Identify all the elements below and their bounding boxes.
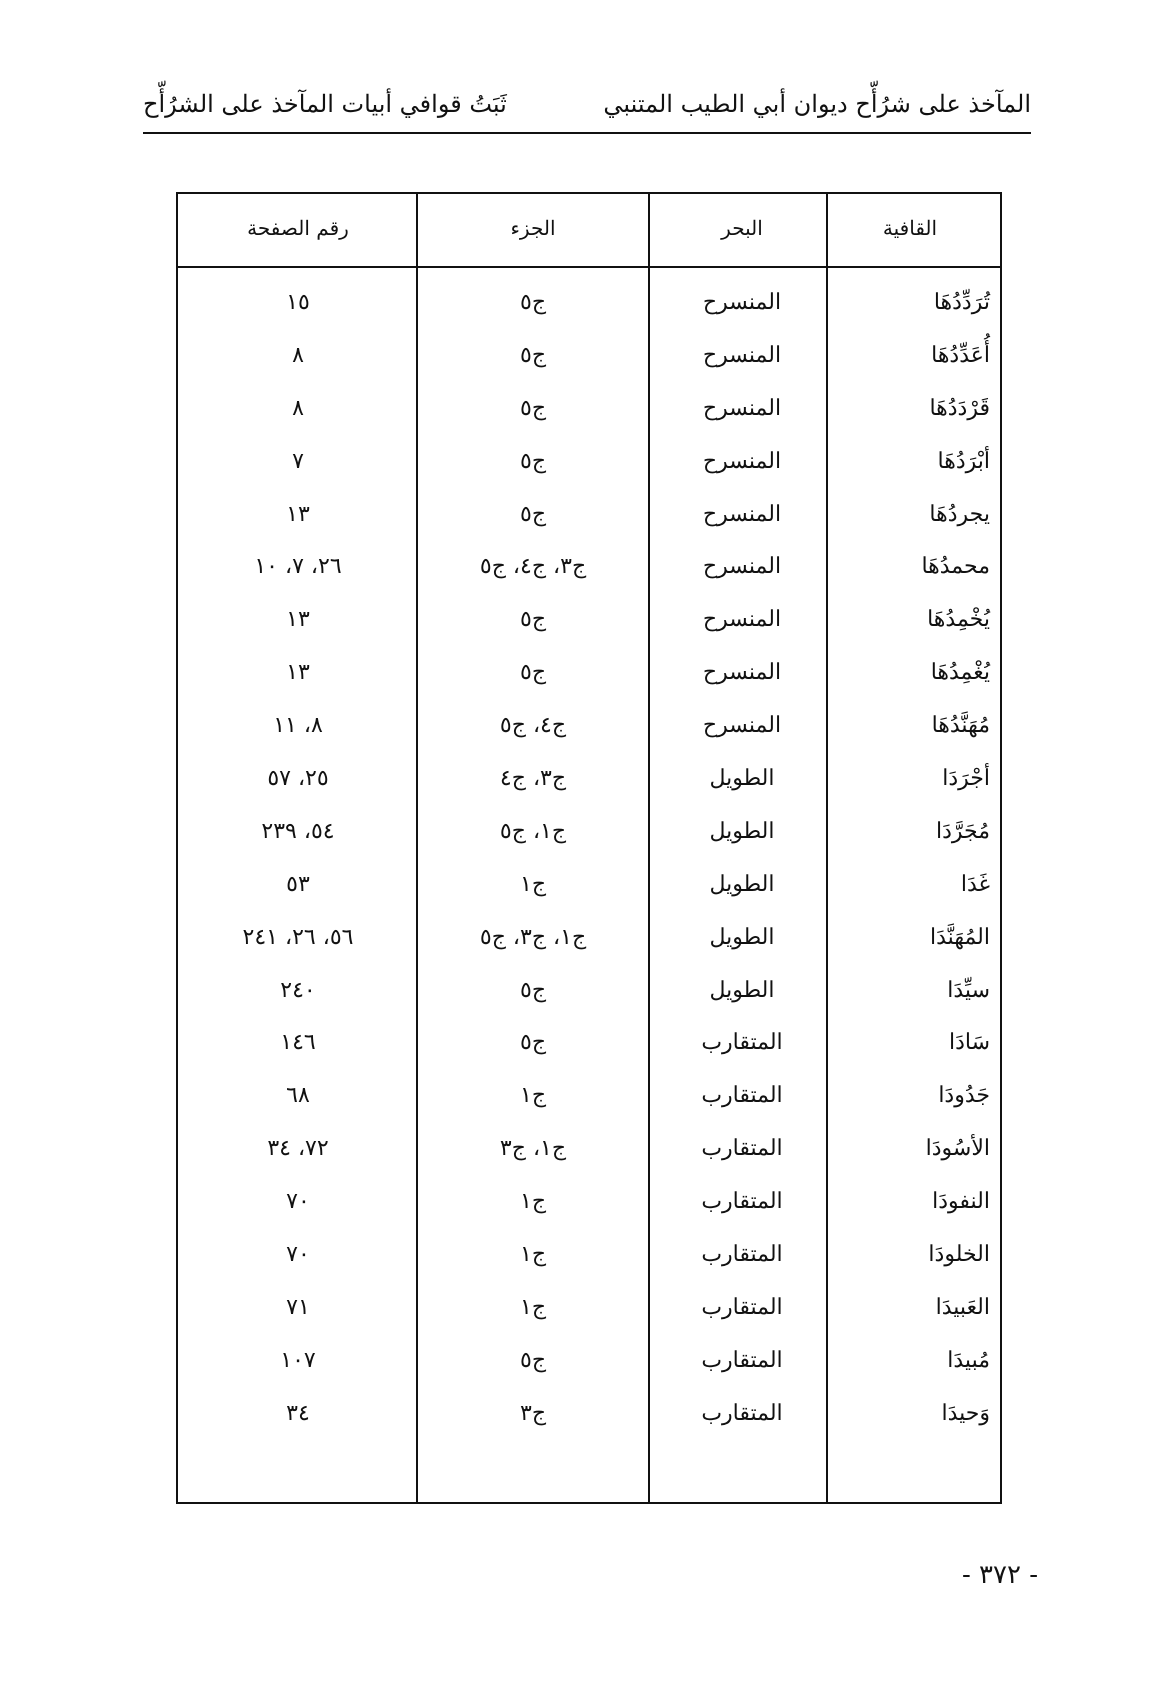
rhyme-cell: يُغْمِدُهَا	[930, 660, 990, 686]
rhyme-cell: مُهَنَّدُهَا	[931, 713, 990, 739]
table-row	[178, 701, 1000, 754]
page-cell: ٨	[292, 342, 304, 368]
table-row	[178, 807, 1000, 860]
page-cell: ١٣	[286, 660, 310, 686]
meter-cell: المتقارب	[701, 1242, 783, 1268]
rhyme-cell: مُجَرَّدَا	[935, 818, 990, 844]
meter-cell: المنسرح	[702, 660, 782, 686]
page-cell: ١٥	[286, 290, 310, 315]
rhyme-cell: تُرَدِّدُهَا	[933, 290, 990, 315]
table-row	[178, 1230, 1000, 1283]
section-title: ثَبَتُ قوافي أبيات المآخذ على الشرُأّح	[143, 90, 507, 118]
rhyme-cell: محمدُهَا	[921, 554, 990, 580]
part-cell: ج٥	[519, 290, 547, 315]
column-header-rhyme: القافية	[882, 216, 938, 240]
meter-cell: الطويل	[709, 818, 775, 844]
rhyme-cell: الأسُودَا	[925, 1136, 990, 1162]
table-row	[178, 966, 1000, 1019]
part-cell: ج٥	[519, 977, 547, 1003]
part-cell: ج٥	[519, 660, 547, 686]
meter-cell: المنسرح	[702, 342, 782, 368]
part-cell: ج٥	[519, 1030, 547, 1056]
part-cell: ج٥	[519, 1347, 547, 1373]
part-cell: ج١	[519, 1189, 547, 1215]
meter-cell: المنسرح	[702, 501, 782, 527]
rhyme-cell: قَرْدَدُهَا	[929, 395, 990, 421]
table-row	[178, 331, 1000, 384]
part-cell: ج٥	[519, 607, 547, 633]
meter-cell: المنسرح	[702, 713, 782, 739]
page-cell: ٥٤، ٢٣٩	[261, 818, 335, 844]
table-body	[178, 278, 1000, 1442]
part-cell: ج١	[519, 1083, 547, 1109]
page-cell: ١٠٧	[280, 1347, 316, 1373]
table-row	[178, 1018, 1000, 1071]
rhyme-cell: الخلودَا	[928, 1242, 990, 1268]
page-number: - ٣٧٢ -	[961, 1560, 1038, 1590]
page-cell: ٢٦، ٧، ١٠	[254, 554, 342, 580]
part-cell: ج١، ج٣، ج٥	[479, 924, 587, 950]
rhyme-cell: وَحيدَا	[941, 1400, 990, 1426]
meter-cell: الطويل	[709, 766, 775, 792]
part-cell: ج٥	[519, 342, 547, 368]
part-cell: ج١	[519, 1242, 547, 1268]
rhyme-cell: المُهَنَّدَا	[930, 924, 990, 950]
table-row	[178, 542, 1000, 595]
book-title: المآخذ على شرُأّح ديوان أبي الطيب المتنبي	[603, 90, 1031, 118]
meter-cell: المتقارب	[701, 1400, 783, 1426]
table-row	[178, 437, 1000, 490]
part-cell: ج٥	[519, 501, 547, 527]
page-cell: ٣٤	[286, 1400, 310, 1426]
page-cell: ٦٨	[286, 1083, 310, 1109]
rhyme-cell: يجردُهَا	[929, 501, 990, 527]
table-header-row	[178, 194, 1000, 266]
rhyme-cell: يُخْمِدُهَا	[927, 607, 990, 633]
meter-cell: المتقارب	[701, 1189, 783, 1215]
meter-cell: المنسرح	[702, 395, 782, 421]
table-row	[178, 1177, 1000, 1230]
meter-cell: الطويل	[709, 871, 775, 897]
meter-cell: المنسرح	[702, 448, 782, 474]
meter-cell: المنسرح	[702, 290, 782, 315]
part-cell: ج٥	[519, 448, 547, 474]
part-cell: ج٣، ج٤	[499, 766, 567, 792]
column-header-part: الجزء	[510, 216, 556, 240]
part-cell: ج٣	[519, 1400, 547, 1426]
part-cell: ج١	[519, 1294, 547, 1320]
page-cell: ٨، ١١	[273, 713, 323, 739]
table-row	[178, 278, 1000, 331]
rhyme-cell: النفودَا	[932, 1189, 990, 1215]
rhyme-cell: سيِّدَا	[947, 977, 990, 1003]
meter-cell: المتقارب	[701, 1294, 783, 1320]
header-divider	[178, 266, 1000, 268]
page-cell: ٧٠	[286, 1242, 310, 1268]
page-cell: ٨	[292, 395, 304, 421]
table-row	[178, 754, 1000, 807]
page-cell: ٧١	[286, 1294, 310, 1320]
rhymes-table	[176, 192, 1002, 1504]
page-cell: ٧	[292, 448, 304, 474]
meter-cell: المنسرح	[702, 607, 782, 633]
rhyme-cell: سَادَا	[948, 1030, 990, 1056]
page-cell: ١٣	[286, 607, 310, 633]
page-cell: ٥٦، ٢٦، ٢٤١	[242, 924, 354, 950]
meter-cell: المتقارب	[701, 1083, 783, 1109]
rhyme-cell: أُعَدِّدُهَا	[931, 342, 990, 368]
meter-cell: الطويل	[709, 924, 775, 950]
page-cell: ١٤٦	[280, 1030, 316, 1056]
table-row	[178, 490, 1000, 543]
part-cell: ج١	[519, 871, 547, 897]
rhyme-cell: جَدُودَا	[938, 1083, 990, 1109]
page-cell: ١٣	[286, 501, 310, 527]
part-cell: ج١، ج٣	[499, 1136, 567, 1162]
meter-cell: المنسرح	[702, 554, 782, 580]
table-row	[178, 595, 1000, 648]
table-row	[178, 1389, 1000, 1442]
part-cell: ج٥	[519, 395, 547, 421]
part-cell: ج١، ج٥	[499, 818, 567, 844]
meter-cell: المتقارب	[701, 1347, 783, 1373]
meter-cell: الطويل	[709, 977, 775, 1003]
page-cell: ٧٠	[286, 1189, 310, 1215]
rhyme-cell: غَدَا	[960, 871, 990, 897]
rhyme-cell: أبْرَدُهَا	[937, 448, 990, 474]
table-row	[178, 1124, 1000, 1177]
rhyme-cell: مُبيدَا	[947, 1347, 990, 1373]
table-row	[178, 913, 1000, 966]
rhyme-cell: أجْرَدَا	[942, 766, 990, 792]
page-cell: ٢٥، ٥٧	[267, 766, 329, 792]
column-header-page: رقم الصفحة	[247, 216, 349, 240]
meter-cell: المتقارب	[701, 1136, 783, 1162]
table-row	[178, 1071, 1000, 1124]
rhyme-cell: العَبيدَا	[935, 1294, 990, 1320]
meter-cell: المتقارب	[701, 1030, 783, 1056]
table-row	[178, 860, 1000, 913]
table-row	[178, 384, 1000, 437]
page-cell: ٧٢، ٣٤	[267, 1136, 329, 1162]
part-cell: ج٤، ج٥	[499, 713, 567, 739]
table-row	[178, 648, 1000, 701]
table-row	[178, 1336, 1000, 1389]
page-cell: ٢٤٠	[280, 977, 316, 1003]
table-row	[178, 1283, 1000, 1336]
column-header-meter: البحر	[721, 216, 763, 240]
page-cell: ٥٣	[286, 871, 310, 897]
part-cell: ج٣، ج٤، ج٥	[479, 554, 587, 580]
running-header	[143, 86, 1031, 134]
